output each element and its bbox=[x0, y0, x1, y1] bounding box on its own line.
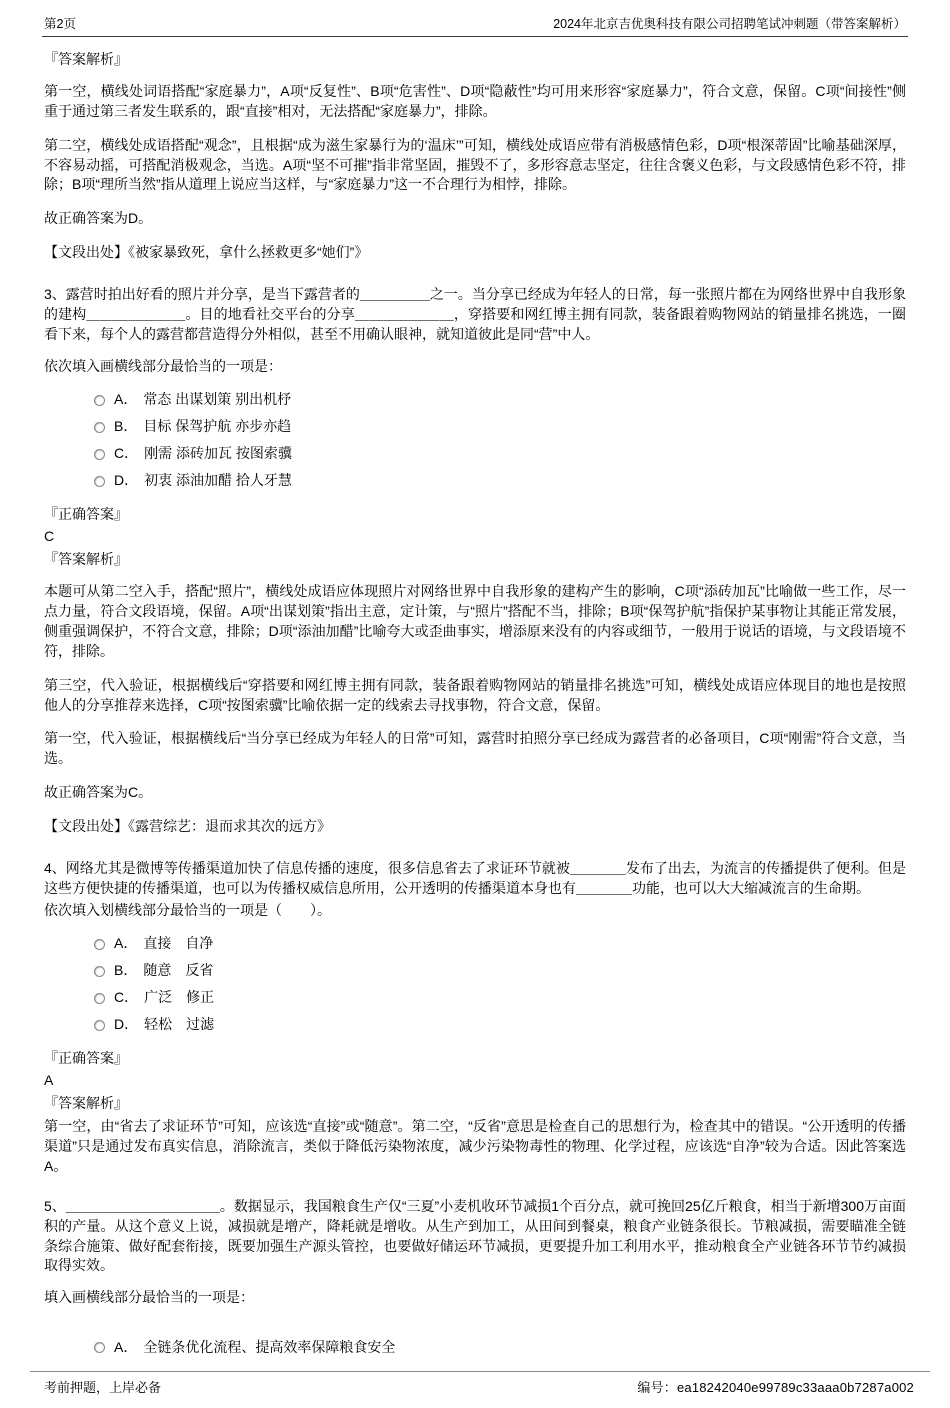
option-row-a[interactable] bbox=[94, 931, 906, 958]
option-text: 轻松 过滤 bbox=[144, 1016, 215, 1033]
question-5-stem: 5、＿＿＿＿＿＿＿＿＿＿＿。数据显示，我国粮食生产仅“三夏”小麦机收环节减损1个百分点，就可挽回25亿斤粮食，相当于新增300万亩面积的产量。从这个意义上说，减损就是增产，降耗就是增收。从生产到加工，从田间到餐桌，粮食产业链条很长。节粮减损，需要瞄准全链条综合施策、做好配套衔接，既要加强生产源头管控，也要做好储运环节减损，更要提升加工利用水平，推动粮食全产业链各环节节约减损取得实效。 bbox=[44, 1197, 906, 1274]
analysis-paragraph: 第二空，横线处成语搭配“观念”，且根据“成为滋生家暴行为的‘温床’”可知，横线处成语应带有消极感情色彩，D项“根深蒂固”比喻基础深厚，不容易动摇，可搭配消极观念，当选。A项“坚不可摧”指非常坚固，摧毁不了，多形容意志坚定，往往含褒义色彩，与文段感情色彩不符，排除；B项“理所当然”指从道理上说应当这样，与“家庭暴力”这一不合理行为相悖，排除。 bbox=[44, 136, 906, 193]
option-text: 全链条优化流程、提高效率保障粮食安全 bbox=[143, 1338, 396, 1355]
option-letter: A． bbox=[114, 935, 138, 952]
question-3-options bbox=[44, 387, 906, 495]
document-title: 2024年北京吉优奥科技有限公司招聘笔试冲刺题（带答案解析） bbox=[553, 17, 906, 31]
option-text: 随意 反省 bbox=[143, 962, 214, 979]
analysis-paragraph: 本题可从第二空入手，搭配“照片”，横线处成语应体现照片对网络世界中自我形象的建构产生的影响，C项“添砖加瓦”比喻做一些工作，尽一点力量，符合文段语境，保留。A项“出谋划策”指出主意，定计策，与“照片”搭配不当，排除；B项“保驾护航”指保护某事物让其能正常发展，侧重强调保护，不符合文意，排除；D项“添油加醋”比喻夸大或歪曲事实，增添原来没有的内容或细节，一般用于说话的语境，与文段语境不符，排除。 bbox=[44, 583, 906, 659]
option-letter: D． bbox=[114, 472, 139, 489]
correct-answer-value: C bbox=[44, 528, 55, 545]
radio-button-icon[interactable] bbox=[94, 422, 105, 433]
question-4-stem: 4、网络尤其是微博等传播渠道加快了信息传播的速度，很多信息省去了求证环节就被＿＿＿＿发布了出去，为流言的传播提供了便利。但是这些方便快捷的传播渠道，也可以为传播权威信息所用，公开透明的传播渠道本身也有＿＿＿＿功能，也可以大大缩减流言的生命期。 bbox=[44, 859, 906, 896]
document-serial-number: 编号：ea18242040e99789c33aaa0b7287a002 bbox=[637, 1380, 914, 1396]
option-letter: A． bbox=[114, 391, 138, 408]
option-row-b[interactable] bbox=[94, 958, 906, 985]
option-row-c[interactable] bbox=[94, 441, 906, 468]
question-5-options bbox=[44, 1334, 906, 1361]
answer-analysis-label: 『答案解析』 bbox=[44, 51, 128, 67]
page-footer bbox=[30, 1371, 930, 1408]
answer-analysis-label: 『答案解析』 bbox=[44, 1095, 128, 1112]
answer-analysis-label: 『答案解析』 bbox=[44, 551, 128, 568]
correct-answer-label: 『正确答案』 bbox=[44, 505, 128, 522]
conclusion-text: 故正确答案为C。 bbox=[44, 784, 153, 801]
option-text: 直接 自净 bbox=[143, 935, 214, 952]
option-letter: B． bbox=[114, 962, 138, 979]
footer-slogan: 考前押题，上岸必备 bbox=[44, 1380, 162, 1396]
question-3-prompt: 依次填入画横线部分最恰当的一项是： bbox=[44, 357, 282, 374]
radio-button-icon[interactable] bbox=[94, 993, 105, 1004]
radio-button-icon[interactable] bbox=[94, 449, 105, 460]
question-5-prompt: 填入画横线部分最恰当的一项是： bbox=[44, 1289, 254, 1306]
option-row-b[interactable] bbox=[94, 414, 906, 441]
correct-answer-value: A bbox=[44, 1072, 54, 1089]
conclusion-text: 故正确答案为D。 bbox=[44, 210, 153, 227]
option-text: 刚需 添砖加瓦 按图索骥 bbox=[144, 445, 292, 462]
analysis-paragraph: 第一空，代入验证，根据横线后“当分享已经成为年轻人的日常”可知，露营时拍照分享已经成为露营者的必备项目，C项“刚需”符合文意，当选。 bbox=[44, 730, 906, 767]
analysis-paragraph: 第三空，代入验证，根据横线后“穿搭要和网红博主拥有同款，装备跟着购物网站的销量排名挑选”可知，横线处成语应体现目的地也是按照他人的分享推荐来选择，C项“按图索骥”比喻依据一定的线索去寻找事物，符合文意，保留。 bbox=[44, 676, 906, 713]
option-letter: B． bbox=[114, 418, 138, 435]
question-3-stem: 3、露营时拍出好看的照片并分享，是当下露营者的＿＿＿＿＿之一。当分享已经成为年轻人的日常，每一张照片都在为网络世界中自我形象的建构＿＿＿＿＿＿＿。目的地看社交平台的分享＿＿＿＿＿＿＿，穿搭要和网红博主拥有同款，装备跟着购物网站的销量排名挑选，一圈看下来，每个人的露营都营造得分外相似，甚至不用确认眼神，就知道彼此是同“营”中人。 bbox=[44, 286, 906, 342]
option-row-a[interactable] bbox=[94, 387, 906, 414]
option-text: 广泛 修正 bbox=[144, 989, 215, 1006]
page-header bbox=[42, 14, 908, 37]
radio-button-icon[interactable] bbox=[94, 476, 105, 487]
question-4-options bbox=[44, 931, 906, 1039]
radio-button-icon[interactable] bbox=[94, 395, 105, 406]
analysis-paragraph: 第一空，横线处词语搭配“家庭暴力”，A项“反复性”、B项“危害性”、D项“隐蔽性”均可用来形容“家庭暴力”，符合文意，保留。C项“间接性”侧重于通过第三者发生联系的，跟“直接”相对，无法搭配“家庭暴力”，排除。 bbox=[44, 82, 906, 119]
option-letter: C． bbox=[114, 989, 139, 1006]
option-letter: C． bbox=[114, 445, 139, 462]
radio-button-icon[interactable] bbox=[94, 939, 105, 950]
document-body bbox=[0, 37, 950, 1371]
page-number: 第2页 bbox=[44, 17, 76, 31]
radio-button-icon[interactable] bbox=[94, 966, 105, 977]
option-letter: D． bbox=[114, 1016, 139, 1033]
radio-button-icon[interactable] bbox=[94, 1020, 105, 1031]
option-row-c[interactable] bbox=[94, 985, 906, 1012]
question-4-prompt: 依次填入划横线部分最恰当的一项是（ ）。 bbox=[44, 901, 331, 918]
option-row-d[interactable] bbox=[94, 468, 906, 495]
option-letter: A． bbox=[114, 1338, 138, 1355]
radio-button-icon[interactable] bbox=[94, 1342, 105, 1353]
option-row-d[interactable] bbox=[94, 1012, 906, 1039]
passage-source: 【文段出处】《被家暴致死，拿什么拯救更多“她们”》 bbox=[44, 244, 369, 261]
option-text: 目标 保驾护航 亦步亦趋 bbox=[143, 418, 292, 435]
option-text: 常态 出谋划策 别出机杼 bbox=[143, 391, 292, 408]
option-text: 初衷 添油加醋 拾人牙慧 bbox=[144, 472, 292, 489]
correct-answer-label: 『正确答案』 bbox=[44, 1049, 128, 1066]
analysis-paragraph: 第一空，由“省去了求证环节”可知，应该选“直接”或“随意”。第二空，“反省”意思是检查自己的思想行为，检查其中的错误。“公开透明的传播渠道”只是通过发布真实信息，消除流言，类似于降低污染物浓度，减少污染物毒性的物理、化学过程，应该选“自净”较为合适。因此答案选A。 bbox=[44, 1118, 906, 1174]
option-row-a[interactable] bbox=[94, 1334, 906, 1361]
passage-source: 【文段出处】《露营综艺：退而求其次的远方》 bbox=[44, 818, 331, 834]
